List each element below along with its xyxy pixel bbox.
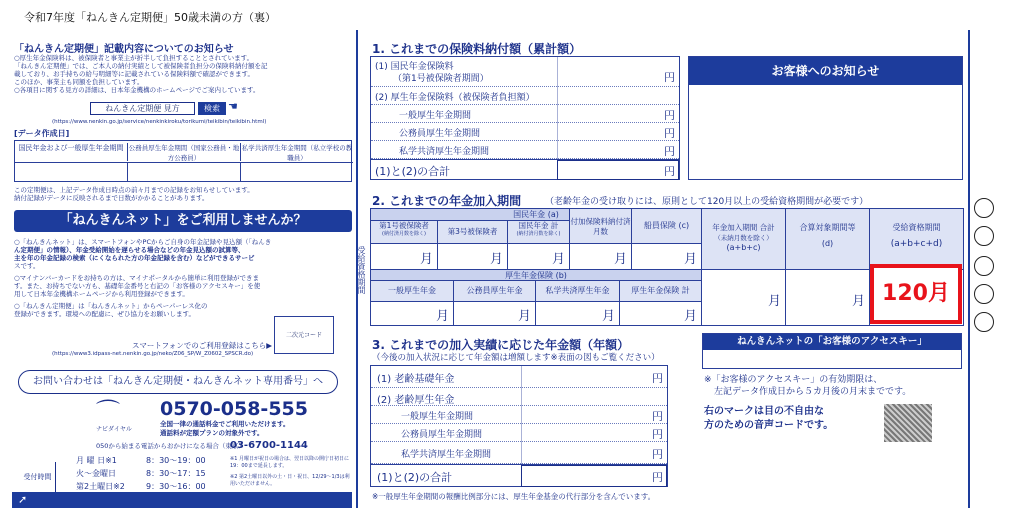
phone-note1: 全国一律の通話料金でご利用いただけます。 (160, 420, 290, 428)
sec2-table: 国民年金 (a) 第1号被保険者 (納付済月数を除く) 第3号被保険者 国民年金 計 (納付済月数を除く) 付加保険料納付済月数 船員保険 (c) 年金加入期間 合計 （未納月数を除く） (a+b+c) 合算対象期間等 (d) 受給資格期間 (a+b+c+d) 月 月 月 月 月 厚生年金保険 (b) 一般厚生年金 公務員厚生年金 私学共済厚生年金 厚生年金保険 計 月 月 月 月 月 月 (370, 208, 964, 326)
notice-title: 「ねんきん定期便」記載内容についてのお知らせ (14, 44, 234, 55)
smartphone-text: スマートフォンでのご利用登録はこちら▶ (132, 341, 273, 350)
search-box: ねんきん定期便 見方 (90, 102, 195, 115)
net-description: ○「ねんきんネット」は、スマートフォンやPCからご自身の年金記録や見込額（「ねんき ん定期便」の情報）、年金受給開始を遅らせる場合などの年金見込額の試算等、 主を年の年金記録の検索（にくなられた方の年金記録を含む）などができるサービ スです。 ○マイナンバーカードをお持ちの方は、マイナポータルから簡単に利用登録ができま す。また、お持ちでない方も、基礎年金番号と右記の「お客様のアクセスキー」を使 用して日本年金機構ホームページから利用登録ができます。 ○「ねんきん定期便」は「ねんきんネット」からペーパーレス化の 登録ができます。環境への配慮に、ぜひ協力をお願いします。 (14, 238, 272, 318)
punch-hole-circle (974, 256, 994, 276)
url-teikibin: (https://www.nenkin.go.jp/service/nenkinkiroku/torikumi/teikibin/teikibin.html) (52, 119, 267, 125)
left-footer-bar (12, 492, 352, 508)
access-key-box (702, 333, 962, 369)
sec2-note: （老齢年金の受け取りには、原則として120月以上の受給資格期間が必要です） (545, 197, 869, 207)
voice-code-icon (884, 404, 932, 442)
alt-phone: 03-6700-1144 (230, 440, 308, 451)
sec3-footnote: ※一般厚生年金期間の報酬比例部分には、厚生年金基金の代行部分を含んでいます。 (372, 492, 656, 501)
hours-list: 月 曜 日※1 8：30～19：00 火～金曜日 8：30～17：15 第2土曜日※2 9：30～16：00 (76, 456, 206, 491)
hours-label: 受付時間 (20, 462, 56, 492)
binding-edge (966, 30, 970, 508)
punch-hole-circle (974, 226, 994, 246)
customer-notice-box (688, 56, 963, 180)
access-key-title: ねんきんネットの「お客様のアクセスキー」 (703, 334, 961, 350)
highlight-value: 120月 (882, 281, 950, 306)
date-note: この定期便は、上記データ作成日時点の前々月までの記録をお知らせしています。 納付記録がデータに反映されるまで日数がかかることがあります。 (14, 186, 254, 202)
sec1-title: 1. これまでの保険料納付額（累計額） (372, 42, 582, 56)
side-label: 受給資格期間 (357, 246, 366, 294)
punch-hole-circle (974, 198, 994, 218)
left-column (12, 30, 352, 510)
highlight-box (870, 264, 962, 324)
net-banner: 「ねんきんネット」をご利用しませんか？ (14, 210, 352, 232)
punch-hole-circle (974, 312, 994, 332)
data-date-label: [データ作成日] (14, 129, 70, 138)
sec3-note: （今後の加入状況に応じて年金額は増額します※表面の図もご覧ください） (372, 353, 660, 363)
sec3-table: (1) 老齢基礎年金 円 (2) 老齢厚生年金 一般厚生年金期間 円 公務員厚生年金期間 円 私学共済厚生年金期間 円 (1)と(2)の合計 円 (370, 365, 668, 487)
customer-notice-title: お客様へのお知らせ (689, 57, 962, 85)
inquiry-banner: お問い合わせは「ねんきん定期便・ねんきんネット専用番号」へ (18, 370, 338, 394)
punch-hole-circle (974, 284, 994, 304)
phone-number: 0570-058-555 (160, 398, 308, 420)
sec3-title: 3. これまでの加入実績に応じた年金額（年額） (372, 338, 630, 352)
search-button: 検索 (198, 102, 226, 115)
notice-text: ○厚生年金保険料は、被保険者と事業主が折半して負担することとされています。 「ねんきん定期便」では、ご本人の納付実績として被保険者負担分の保険料納付額を記 載しており、お手持ちの給与明細等に記載されている保険料額で確認ができます。 このほか、事業主も同額を負担しています。 ○各項目に関する見方の詳細は、日本年金機構のホームページでご案内しています。 (14, 54, 268, 94)
access-key-note: ※「お客様のアクセスキー」の有効期限は、 左記データ作成日から５カ月後の月末までです。 (704, 375, 912, 397)
voice-code-note: 右のマークは目の不自由な 方のための音声コードです。 (704, 406, 834, 431)
navi-dial-logo: ⌒ ナビダイヤル (96, 400, 156, 440)
sec2-title: 2. これまでの年金加入期間 (372, 194, 522, 208)
cursor-icon: ☚ (228, 100, 238, 113)
alt-phone-label: 050から始まる電話からおかけになる場合（東京） (96, 442, 245, 450)
date-table: 国民年金および一般厚生年金期間 公務員厚生年金期間（国家公務員・地方公務員） 私学共済厚生年金期間（私立学校の教職員） (14, 140, 352, 182)
arrow-icon: ➚ (18, 493, 28, 506)
qr-code-placeholder: 二次元コード (274, 316, 334, 354)
url-registration: (https://www3.idpass-net.nenkin.go.jp/neko/Z06_SP/W_Z0602_SPSCR.do) (52, 351, 254, 357)
phone-wave-icon: ⌒ (96, 398, 120, 426)
sec1-table: (1) 国民年金保険料 （第1号被保険者期間） 円 (2) 厚生年金保険料（被保険者負担額） 一般厚生年金期間 円 公務員厚生年金期間 円 私学共済厚生年金期間 円 (1)と(2)の合計 円 (370, 56, 680, 180)
hours-notes: ※1 月曜日が祝日の場合は、翌日以降の開庁日初日に19：00まで延長します。 ※2 第2土曜日以外の土・日・祝日、12/29～1/3は利用いただけません。 (230, 456, 350, 487)
phone-note2: 通話料が定額プランの対象外です。 (160, 429, 264, 437)
page-title: 令和7年度「ねんきん定期便」50歳未満の方（裏） (24, 11, 276, 24)
